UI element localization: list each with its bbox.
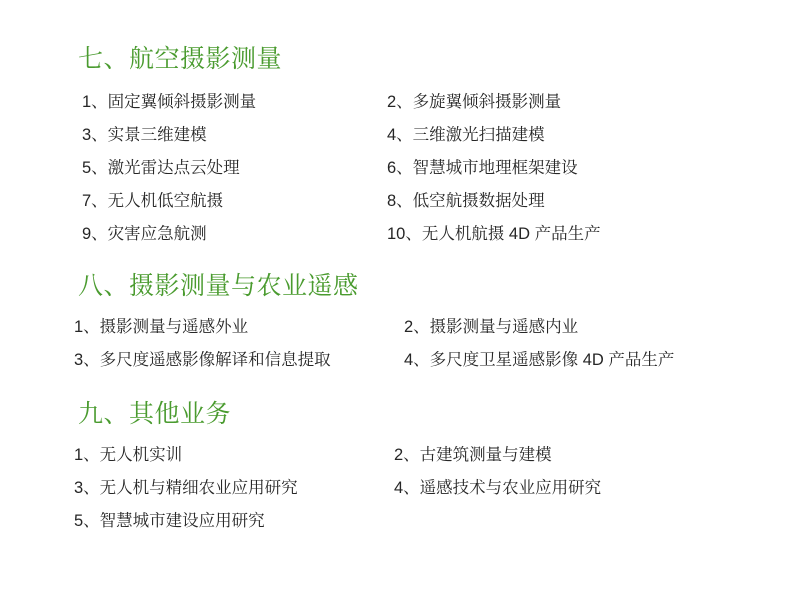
- list-item-text: 6、智慧城市地理框架建设: [387, 159, 578, 177]
- list-item-text: 4、三维激光扫描建模: [387, 126, 545, 144]
- list-item: [56, 505, 744, 538]
- list-item-text: 2、摄影测量与遥感内业: [404, 318, 579, 336]
- list-item: [56, 472, 744, 505]
- list-item-text: 10、无人机航摄 4D 产品生产: [387, 225, 601, 243]
- list-item: [56, 152, 744, 185]
- section-title: 八、摄影测量与农业遥感: [78, 272, 359, 300]
- section-photogrammetry-agriculture-remote-sensing: [56, 269, 744, 377]
- list-item: [56, 86, 744, 119]
- list-item: [56, 185, 744, 218]
- list-item-text: 2、古建筑测量与建模: [394, 446, 552, 464]
- list-item-text: 5、激光雷达点云处理: [82, 159, 240, 177]
- list-item-text: 3、无人机与精细农业应用研究: [74, 479, 298, 497]
- list-item-text: 7、无人机低空航摄: [82, 192, 224, 210]
- list-item: [56, 311, 744, 344]
- list-item-text: 4、遥感技术与农业应用研究: [394, 479, 602, 497]
- list-item: [56, 344, 744, 377]
- section-items: [56, 439, 744, 538]
- list-item-text: 8、低空航摄数据处理: [387, 192, 545, 210]
- section-other-business: [56, 397, 744, 538]
- list-item-text: 2、多旋翼倾斜摄影测量: [387, 93, 562, 111]
- list-item-text: 1、无人机实训: [74, 446, 183, 464]
- list-item-text: 4、多尺度卫星遥感影像 4D 产品生产: [404, 351, 675, 369]
- list-item-text: 3、多尺度遥感影像解译和信息提取: [74, 351, 331, 369]
- section-aerial-photogrammetry: [56, 42, 744, 251]
- list-item-text: 3、实景三维建模: [82, 126, 207, 144]
- section-title: 七、航空摄影测量: [78, 45, 283, 73]
- list-item-text: 1、摄影测量与遥感外业: [74, 318, 249, 336]
- list-item: [56, 119, 744, 152]
- list-item: [56, 439, 744, 472]
- list-item-text: 9、灾害应急航测: [82, 225, 207, 243]
- section-items: [56, 86, 744, 251]
- section-title: 九、其他业务: [78, 400, 232, 428]
- list-item-text: 5、智慧城市建设应用研究: [74, 512, 265, 530]
- list-item-text: 1、固定翼倾斜摄影测量: [82, 93, 257, 111]
- list-item: [56, 218, 744, 251]
- section-items: [56, 311, 744, 377]
